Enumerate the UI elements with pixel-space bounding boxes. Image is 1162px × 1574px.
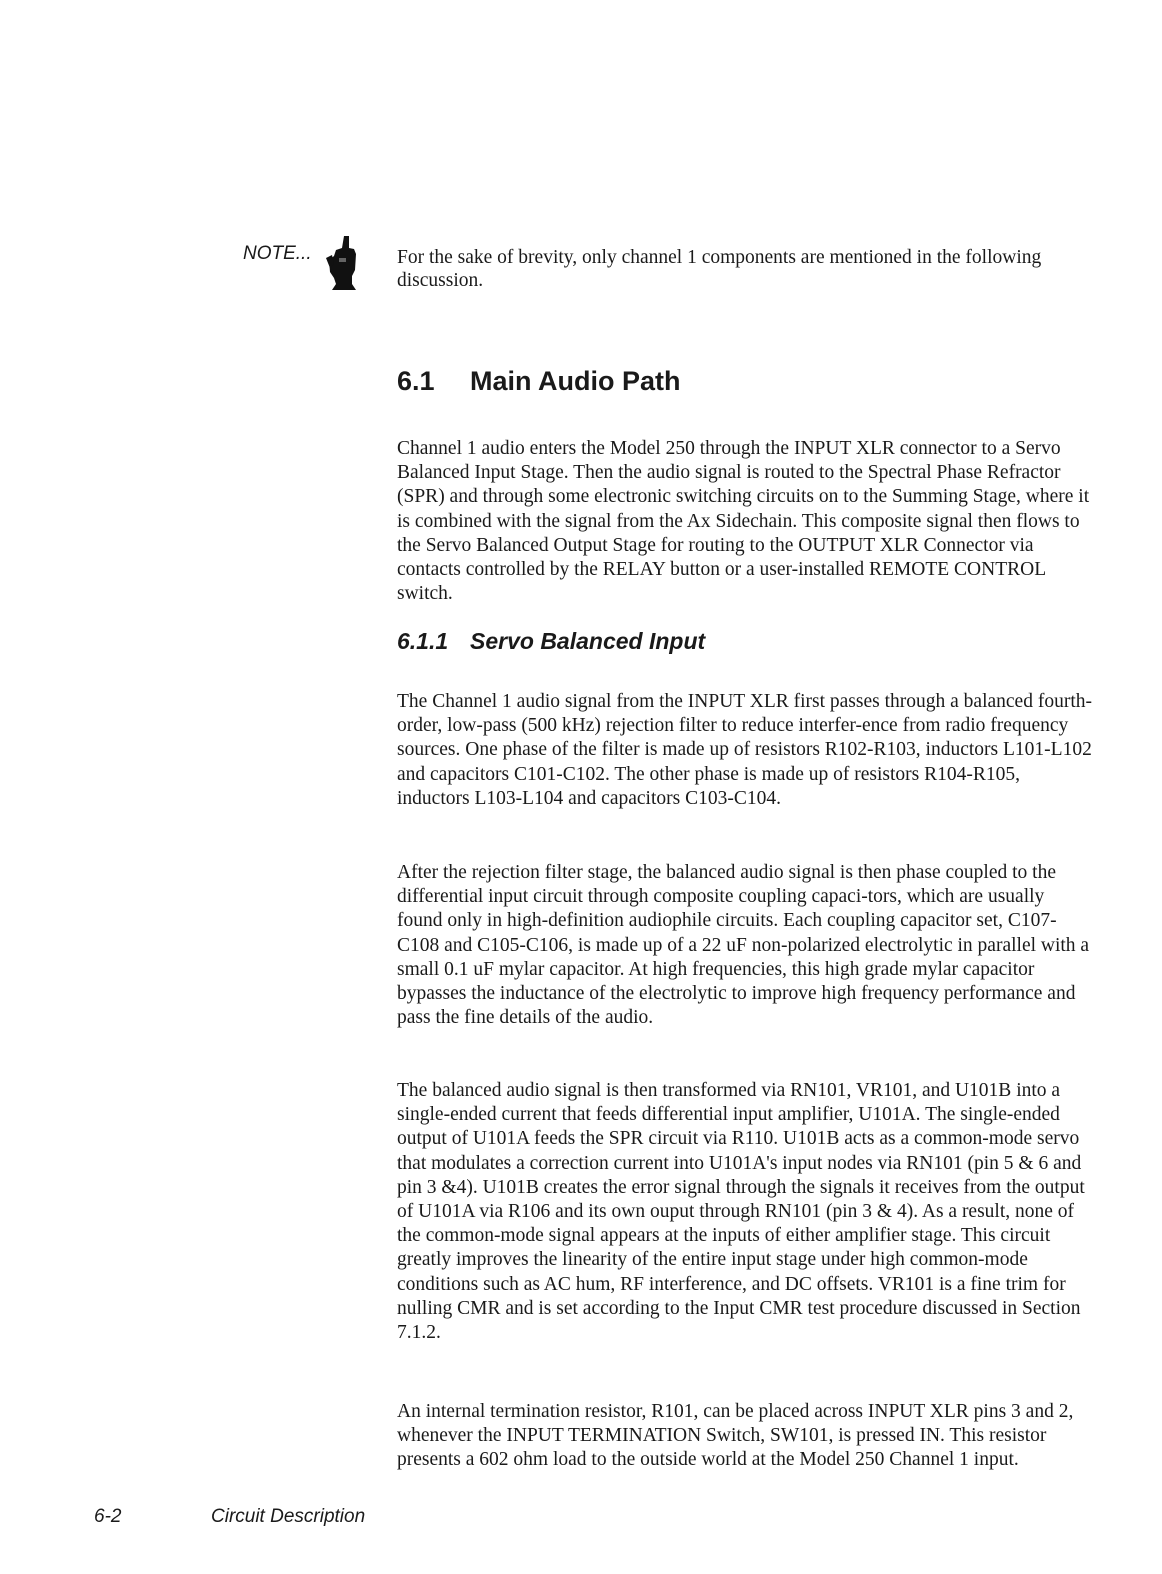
subsection-title: Servo Balanced Input xyxy=(470,628,706,654)
pointing-hand-icon xyxy=(322,234,362,292)
main-audio-path-paragraph: Channel 1 audio enters the Model 250 through the INPUT XLR connector to a Servo Balanced Input Stage. Then the audio signal is routed to the Spectral Phase Refractor (SPR) and through some electronic switching circuits on to the Summing Stage, where it is combined with the signal from the Ax Sidechain. This composite signal then flows to the Servo Balanced Output Stage for routing to the OUTPUT XLR Connector via contacts controlled by the RELAY button or a user-installed REMOTE CONTROL switch. xyxy=(397,438,1090,605)
coupling-capacitor-paragraph: After the rejection filter stage, the balanced audio signal is then phase coupled to the differential input circuit through composite coupling capaci-tors, which are usually found only in high-definition audiophile circuits. Each coupling capacitor set, C107-C108 and C105-C106, is made up of a 22 uF non-polarized electrolytic in parallel with a small 0.1 uF mylar capacitor. At high frequencies, this high grade mylar capacitor bypasses the inductance of the electrolytic to improve high frequency performance and pass the fine details of the audio. xyxy=(397,862,1090,1029)
section-heading xyxy=(397,366,681,397)
subsection-number: 6.1.1 xyxy=(397,628,449,654)
note-text: For the sake of brevity, only channel 1 components are mentioned in the following discussion. xyxy=(397,247,1042,291)
note-label: NOTE... xyxy=(243,243,312,264)
subsection-heading xyxy=(397,628,705,655)
page-number: 6-2 xyxy=(94,1506,122,1527)
section-title: Main Audio Path xyxy=(470,366,681,396)
termination-resistor-paragraph: An internal termination resistor, R101, can be placed across INPUT XLR pins 3 and 2, whenever the INPUT TERMINATION Switch, SW101, is pressed IN. This resistor presents a 602 ohm load to the outside world at the Model 250 Channel 1 input. xyxy=(397,1401,1074,1471)
section-number: 6.1 xyxy=(397,366,435,396)
rejection-filter-paragraph: The Channel 1 audio signal from the INPUT XLR first passes through a balanced fourth-order, low-pass (500 kHz) rejection filter to reduce interfer-ence from radio frequency sources. One phase of the filter is made up of resistors R102-R103, inductors L101-L102 and capacitors C101-C102. The other phase is made up of resistors R104-R105, inductors L103-L104 and capacitors C103-C104. xyxy=(397,691,1092,809)
common-mode-servo-paragraph: The balanced audio signal is then transformed via RN101, VR101, and U101B into a single-ended current that feeds differential input amplifier, U101A. The single-ended output of U101A feeds the SPR circuit via R110. U101B acts as a common-mode servo that modulates a correction current into U101A's input nodes via RN101 (pin 5 & 6 and pin 3 &4). U101B creates the error signal through the signals it receives from the output of U101A via R106 and its own ouput through RN101 (pin 3 & 4). As a result, none of the common-mode signal appears at the inputs of either amplifier stage. This circuit greatly improves the linearity of the entire input stage under high common-mode conditions such as AC hum, RF interference, and DC offsets. VR101 is a fine trim for nulling CMR and is set according to the Input CMR test procedure discussed in Section 7.1.2. xyxy=(397,1080,1085,1344)
footer-section-name: Circuit Description xyxy=(211,1506,366,1527)
